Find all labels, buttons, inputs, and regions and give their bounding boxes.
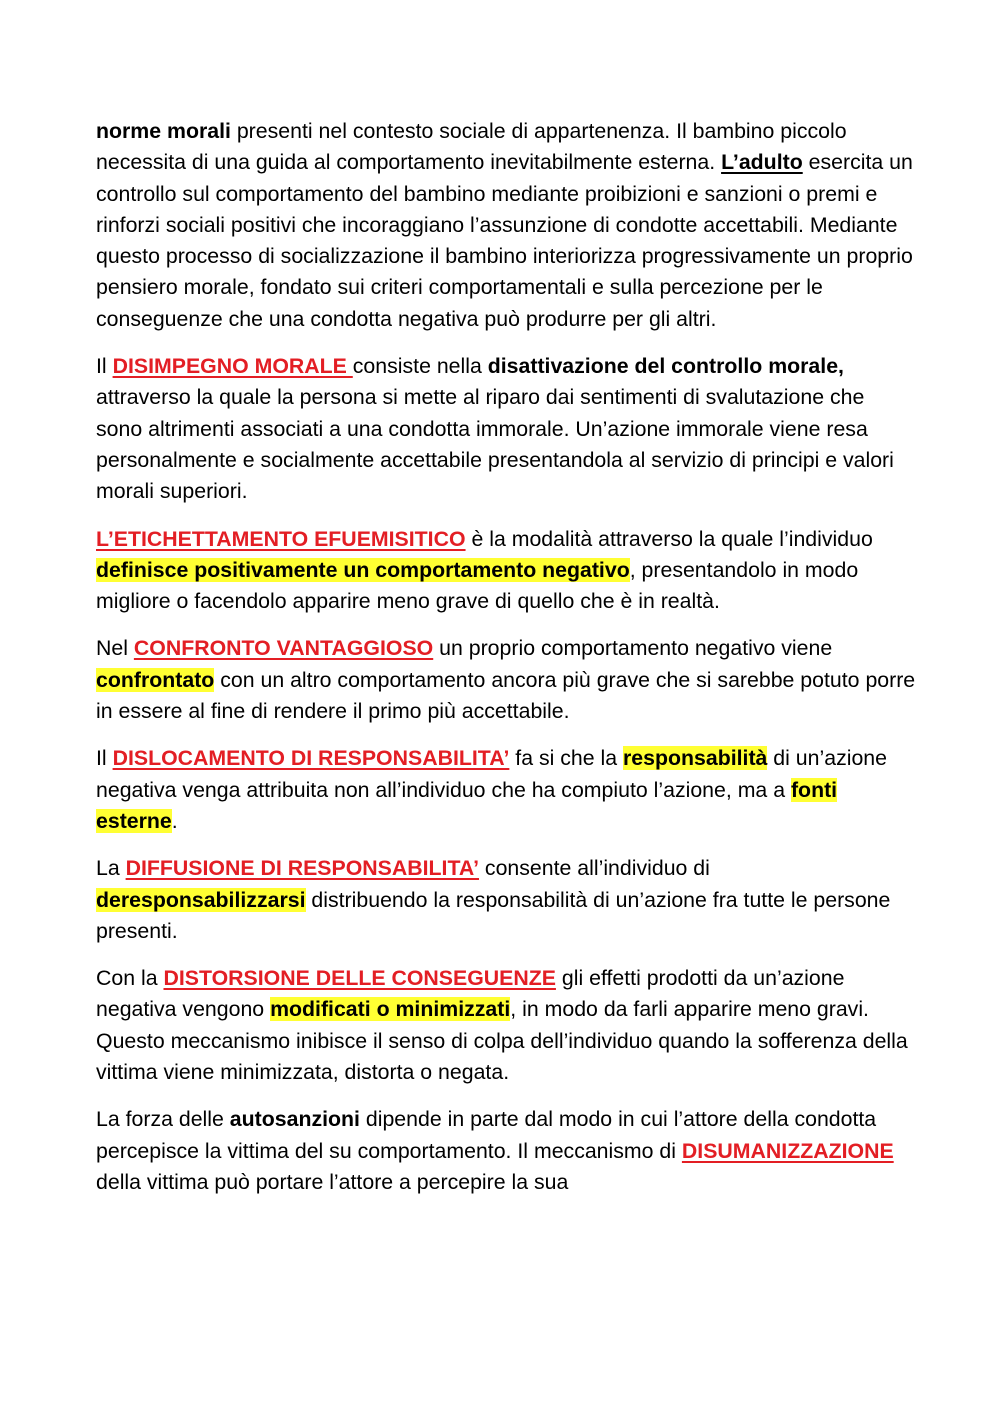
red-term-distorsione: DISTORSIONE DELLE CONSEGUENZE xyxy=(163,966,556,991)
red-term-confronto-vantaggioso: CONFRONTO VANTAGGIOSO xyxy=(133,636,434,661)
red-term-etichettamento: L’ETICHETTAMENTO EFUEMISITICO xyxy=(96,526,466,551)
paragraph-text: un proprio comportamento negativo viene xyxy=(433,636,833,661)
bold-term: norme morali xyxy=(96,119,231,143)
paragraph-disimpegno-morale xyxy=(96,351,916,507)
paragraph-text: distribuendo la responsabilità di un’azione fra tutte le persone presenti. xyxy=(96,887,891,943)
highlighted-text: confrontato xyxy=(96,667,215,692)
paragraph-text: Nel xyxy=(96,636,134,661)
paragraph-etichettamento xyxy=(96,524,916,618)
paragraph-text: Il xyxy=(96,354,113,379)
paragraph-diffusione xyxy=(96,853,916,947)
paragraph-text: è la modalità attraverso la quale l’individuo xyxy=(465,526,873,551)
paragraph-text: presenti nel contesto sociale di appartenenza. Il bambino piccolo necessita di una guida al comportamento inevitabilmente esterna. xyxy=(96,119,847,175)
paragraph-dislocamento xyxy=(96,743,916,837)
highlighted-text: definisce positivamente un comportamento negativo xyxy=(96,557,630,582)
paragraph-text: Il xyxy=(96,746,113,771)
highlighted-text: deresponsabilizzarsi xyxy=(96,887,306,912)
paragraph-text: Con la xyxy=(96,966,164,991)
paragraph-text: con un altro comportamento ancora più grave che si sarebbe potuto porre in essere al fine di rendere il primo più accettabile. xyxy=(96,667,916,724)
red-term-dislocamento: DISLOCAMENTO DI RESPONSABILITA’ xyxy=(112,746,510,771)
highlighted-text: fonti esterne xyxy=(96,777,838,833)
paragraph-text: La forza delle xyxy=(96,1107,230,1132)
paragraph-text: gli effetti prodotti da un’azione negativa vengono xyxy=(96,966,845,1022)
paragraph-text: consiste nella xyxy=(352,354,488,379)
paragraph-text: di un’azione negativa venga attribuita non all’individuo che ha compiuto l’azione, ma a xyxy=(96,746,887,802)
paragraph-text: attraverso la quale la persona si mette al riparo dai sentimenti di svalutazione che sono altrimenti associati a una condotta immorale. Un’azione immorale viene resa personalmente e socialmente accettabile presentandola al servizio di principi e valori morali superiori. xyxy=(96,385,894,504)
paragraph-norme-morali xyxy=(96,116,916,335)
paragraph-confronto-vantaggioso xyxy=(96,633,916,727)
paragraph-text: dipende in parte dal modo in cui l’attore della condotta percepisce la vittima del su comportamento. Il meccanismo di xyxy=(96,1107,877,1163)
red-term-diffusione: DIFFUSIONE DI RESPONSABILITA’ xyxy=(125,856,480,881)
red-term-disumanizzazione: DISUMANIZZAZIONE xyxy=(681,1138,894,1163)
bold-term: autosanzioni xyxy=(229,1107,360,1132)
paragraph-text: fa si che la xyxy=(509,746,623,771)
paragraph-text: , presentandolo in modo migliore o facendolo apparire meno grave di quello che è in realtà. xyxy=(96,557,859,614)
bold-underlined-term: L’adulto xyxy=(721,150,803,175)
highlighted-text: modificati o minimizzati xyxy=(270,997,511,1022)
paragraph-autosanzioni xyxy=(96,1104,916,1198)
bold-term: disattivazione del controllo morale, xyxy=(487,354,844,379)
paragraph-text: La xyxy=(96,856,126,881)
document-body xyxy=(96,116,916,1214)
paragraph-text: della vittima può portare l’attore a percepire la sua xyxy=(96,1169,569,1194)
paragraph-distorsione xyxy=(96,963,916,1088)
red-term-disimpegno-morale: DISIMPEGNO MORALE xyxy=(112,354,353,379)
paragraph-text: , in modo da farli apparire meno gravi. Questo meccanismo inibisce il senso di colpa dell’individuo quando la sofferenza della vittima viene minimizzata, distorta o negata. xyxy=(96,997,908,1085)
paragraph-text: consente all’individuo di xyxy=(479,856,710,881)
paragraph-text: . xyxy=(171,808,178,833)
paragraph-text: esercita un controllo sul comportamento del bambino mediante proibizioni e sanzioni o premi e rinforzi sociali positivi che incoraggiano l’assunzione di condotte accettabili. Mediante questo processo di socializzazione il bambino interiorizza progressivamente un proprio pensiero morale, fondato sui criteri comportamentali e sulla percezione per le conseguenze che una condotta negativa può produrre per gli altri. xyxy=(96,150,913,331)
highlighted-text: responsabilità xyxy=(623,746,768,771)
